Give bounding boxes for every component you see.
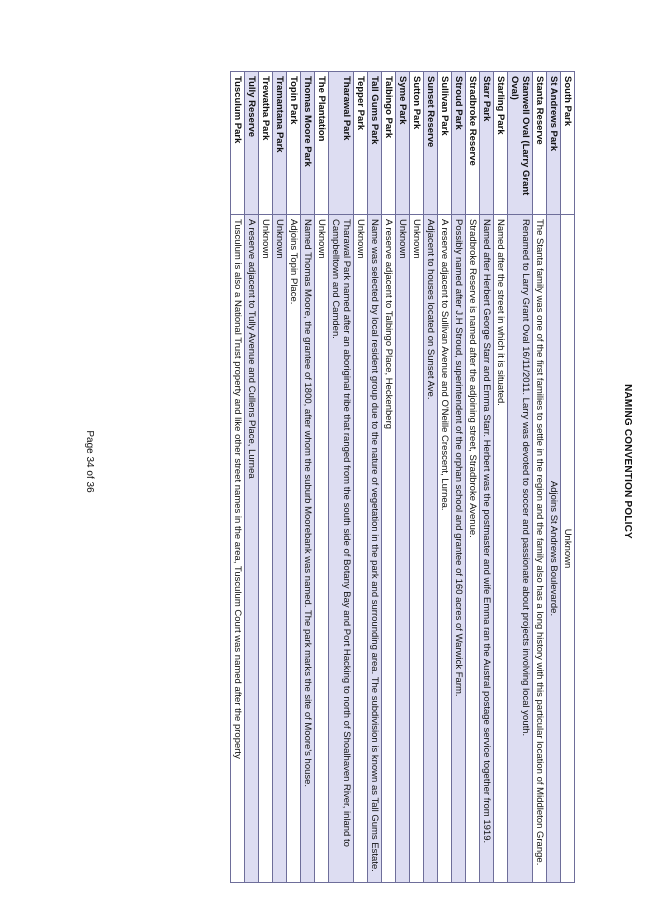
table-row [494,72,508,883]
table-row [438,72,452,883]
park-name: Stradbroke Reserve [466,72,480,215]
park-name: Trewatha Park [259,72,273,215]
park-description: Unknown [561,215,575,883]
park-name: Topin Park [287,72,301,215]
park-description: Unknown [354,215,368,883]
park-name: Thomas Moore Park [301,72,315,215]
park-name: Tusculum Park [231,72,245,215]
park-name: South Park [561,72,575,215]
park-name: St Andrews Park [547,72,561,215]
table-row [547,72,561,883]
park-name: Tall Gums Park [368,72,382,215]
park-description: Unknown [315,215,329,883]
park-name: Tramantana Park [273,72,287,215]
park-name: Stanwell Oval (Larry Grant Oval) [508,72,533,215]
park-name: Tharawal Park [329,72,354,215]
table-row [301,72,315,883]
park-name: The Plantation [315,72,329,215]
park-name: Tully Reserve [245,72,259,215]
park-name: Sunset Reserve [424,72,438,215]
park-description: Adjoins St Andrews Boulevarde. [547,215,561,883]
park-description: Named Thomas Moore, the grantee of 1800, after whom the suburb Moorebank was named. The park marks the site of Moore's house. [301,215,315,883]
park-description: Named after the street in which it is situated. [494,215,508,883]
table-row [315,72,329,883]
park-description: Adjoins Topin Place. [287,215,301,883]
park-description: Unknown [410,215,424,883]
document-title: NAMING CONVENTION POLICY [622,384,633,539]
park-description: A reserve adjacent to Sullivan Avenue and O'Neille Crescent, Lurnea. [438,215,452,883]
table-row [259,72,273,883]
park-name: Stroud Park [452,72,466,215]
table-row [466,72,480,883]
table-body [231,72,575,883]
park-name: Talbingo Park [382,72,396,215]
park-description: A reserve adjacent to Talbingo Place, Heckenberg [382,215,396,883]
table-row [329,72,354,883]
park-description: Stradbroke Reserve is named after the adjoining street, Stradbroke Avenue. [466,215,480,883]
table-row [508,72,533,883]
naming-convention-table [230,71,575,883]
park-name: Sutton Park [410,72,424,215]
table-row [480,72,494,883]
park-description: Possibly named after J.H Stroud, superintendent of the orphan school and grantee of 160 acres of Warwick Farm. [452,215,466,883]
table-row [273,72,287,883]
park-description: Unknown [273,215,287,883]
table-row [382,72,396,883]
table-row [561,72,575,883]
park-description: Named after Herbert George Starr and Emma Starr. Herbert was the postmaster and wife Emma ran the Austral postage service together from 1919. [480,215,494,883]
park-description: Adjacent to houses located on Sunset Ave. [424,215,438,883]
table-row [354,72,368,883]
park-description: The Stanta family was one of the first families to settle in the region and the family also has a long history with this particular location of Middleton Grange. [533,215,547,883]
table-row [533,72,547,883]
park-name: Starling Park [494,72,508,215]
page-number: Page 34 of 36 [84,430,95,493]
park-name: Starr Park [480,72,494,215]
park-description: Unknown [259,215,273,883]
table-row [424,72,438,883]
table-row [396,72,410,883]
park-name: Syme Park [396,72,410,215]
park-description: Tharawal Park named after an aboriginal tribe that ranged from the south side of Botany Bay and Port Hacking to north of Shoalhaven River, inland to Campbelltown and Camden. [329,215,354,883]
park-name: Stanta Reserve [533,72,547,215]
table-row [410,72,424,883]
park-name: Sullivan Park [438,72,452,215]
park-description: Renamed to Larry Grant Oval 16/11/2011. Larry was devoted to soccer and passionate about projects involving local youth. [508,215,533,883]
table-row [231,72,245,883]
park-name: Tepper Park [354,72,368,215]
table-row [287,72,301,883]
park-description: A reserve adjacent to Tully Avenue and Cullens Place, Lurnea [245,215,259,883]
table-row [245,72,259,883]
park-description: Name was selected by local resident group due to the nature of vegetation in the park and surrounding area. The subdivision is known as Tall Gums Estate. [368,215,382,883]
table-row [452,72,466,883]
table-row [368,72,382,883]
park-description: Tusculum is also a National Trust property and like other street names in the area, Tusculum Court was named after the property [231,215,245,883]
park-description: Unknown [396,215,410,883]
